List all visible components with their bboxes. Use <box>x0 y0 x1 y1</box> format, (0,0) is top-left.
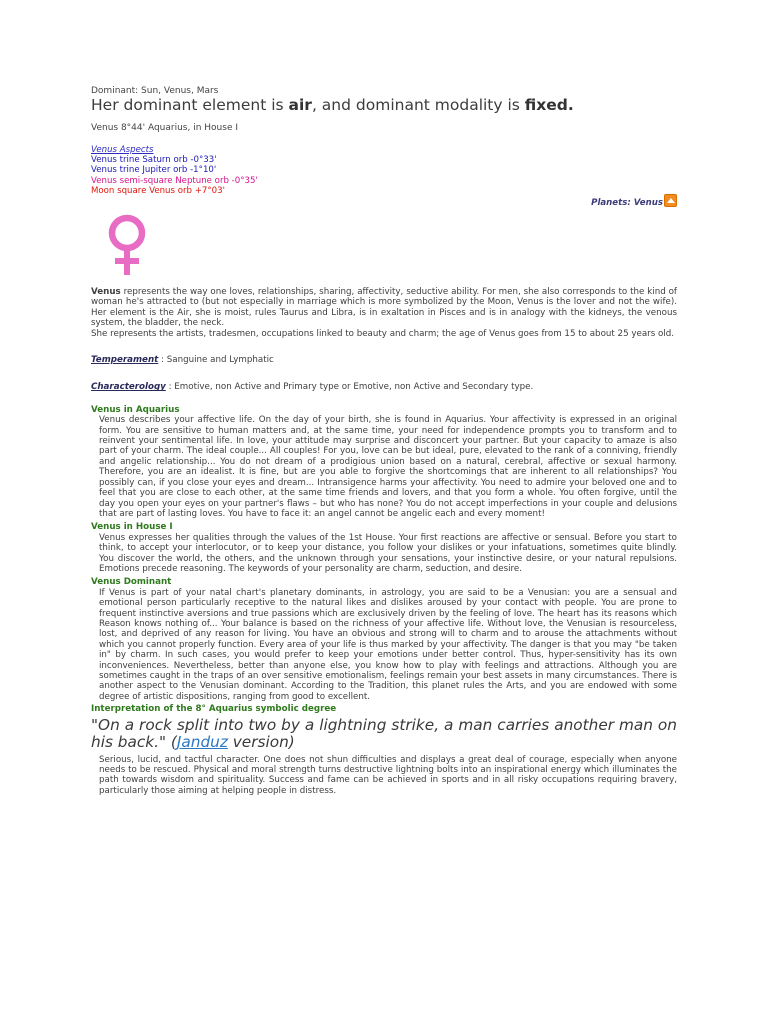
section-heading: Venus in House I <box>91 522 173 533</box>
dominant-modality: fixed. <box>524 96 574 114</box>
interpretation-sections <box>91 405 677 715</box>
section-body: If Venus is part of your natal chart's planetary dominants, in astrology, you are said to be a Venusian: you are a sensual and emotional person particularly receptive to the natural likes and dislikes aroused by your contact with people. You are prone to frequent instinctive aversions and true passions which are exclusively driven by the feeling of love. The heart has its reasons which Reason knows nothing of... Your balance is based on the richness of your affective life. Without love, the Venusian is resourceless, lost, and deprived of any reason for living. You have an obvious and strong will to charm and to arouse the attachments without which you cannot properly function. Every area of your life is thus marked by your affectivity. The danger is that you may "be taken in" by charm. In such cases, you would prefer to keep your emotions under better control. Thus, hyper-sensitivity has its own inconveniences. Nevertheless, better than anyone else, you know how to play with feelings and attractions. Although you are sometimes caught in the traps of an over sensitive emotionalism, feelings remain your best assets in many circumstances. There is another aspect to the Venusian dominant. According to the Tradition, this planet rules the Arts, and you are endowed with some degree of artistic dispositions, ranging from good to excellent. <box>99 587 677 702</box>
quote-text: "On a rock split into two by a lightning strike, a man carries another man on his back." ( <box>91 715 677 752</box>
symbolic-degree-heading: Interpretation of the 8° Aquarius symbolic degree <box>91 704 337 715</box>
venus-aspects <box>91 145 677 196</box>
section-body: Venus expresses her qualities through the values of the 1st House. Your first reactions are affective or sensual. Before you start to think, to accept your interlocutor, or to keep your distance, you follow your dislikes or your infatuations, sometimes quite blindly. You discover the world, the others, and the unknown through your sensations, your instinctive desire, or your natural repulsions. Emotions precede reasoning. The keywords of your personality are charm, seduction, and desire. <box>99 532 677 574</box>
janduz-link[interactable]: Janduz <box>176 733 228 752</box>
venus-circle <box>112 218 142 248</box>
characterology-value: : Emotive, non Active and Primary type or Emotive, non Active and Secondary type. <box>165 382 534 393</box>
symbolic-body-wrap <box>91 755 677 797</box>
aspects-title[interactable]: Venus Aspects <box>91 145 154 155</box>
characterology-line <box>91 382 677 392</box>
temperament-line <box>91 355 677 365</box>
intro-bold: Venus <box>91 287 121 298</box>
symbolic-body: Serious, lucid, and tactful character. One does not shun difficulties and displays a great deal of courage, especially when anyone needs to be rescued. Physical and moral strength turns destructive lightning bolts into an inspirational energy which illuminates the path towards wisdom and spirituality. Success and fame can be achieved in sports and in all risky occupations requiring bravery, particularly those aiming at helping people in distress. <box>99 754 677 796</box>
dominants-line: Dominant: Sun, Venus, Mars <box>91 86 219 96</box>
planets-label: Planets: Venus <box>591 198 663 209</box>
intro-paragraph <box>91 287 677 329</box>
aspect-item: Venus semi-square Neptune orb -0°35' <box>91 175 258 186</box>
dominant-element: air <box>288 96 312 114</box>
venus-intro <box>91 287 677 339</box>
venus-position: Venus 8°44' Aquarius, in House I <box>91 123 238 133</box>
headline <box>91 96 677 115</box>
quote-suffix: version) <box>227 733 295 752</box>
aspect-item: Moon square Venus orb +7°03' <box>91 185 225 196</box>
section-body: Venus describes your affective life. On the day of your birth, she is found in Aquarius. Your affectivity is expressed in an original form. You are sensitive to human matters and, at the same time, your need for independence prompts you to transform and to reinvent your sentimental life. In love, your attitude may surprise and disconcert your partner. But your capacity to amaze is also part of your charm. The ideal couple... All couples! For you, love can be but ideal, pure, elevated to the rank of a conniving, friendly and angelic relationship... You do not dream of a prodigious union based on a natural, cerebral, affective or sexual harmony. Therefore, you are an idealist. It is fine, but are you able to forgive the shortcomings that are inherent to all relationships? You possibly can, if you close your eyes and dream... Intransigence harms your affectivity. You need to admire your beloved one and to feel that you are close to each other, at the same time friends and lovers, and that you form a whole. You often forgive, until the day you open your eyes on your partner's flaws – but who has none? You do not accept imperfections in your couple and delusions that are part of lasting loves. You have to face it: an angel cannot be angelic each and every moment! <box>99 415 677 519</box>
characterology-link[interactable]: Characterology <box>91 382 166 393</box>
aspect-item: Venus trine Jupiter orb -1°10' <box>91 165 217 176</box>
section-heading: Venus in Aquarius <box>91 404 180 415</box>
intro-paragraph-2: She represents the artists, tradesmen, occupations linked to beauty and charm; the age of Venus goes from 15 to about 25 years old. <box>91 328 675 339</box>
planets-nav <box>91 198 677 212</box>
headline-part2: , and dominant modality is <box>311 96 525 114</box>
scroll-up-icon[interactable] <box>664 194 677 207</box>
report-content <box>91 86 677 796</box>
symbolic-quote <box>91 717 677 752</box>
temperament-link[interactable]: Temperament <box>91 355 159 366</box>
temperament-value: : Sanguine and Lymphatic <box>158 355 274 366</box>
venus-symbol-icon <box>101 213 153 277</box>
intro-text: represents the way one loves, relationships, sharing, affectivity, seductive ability. For men, she also corresponds to the kind of woman he's attracted to (but not especially in marriage which is more symbolized by the Moon, Venus is the lover and not the wife). Her element is the Air, she is moist, rules Taurus and Libra, is in exaltation in Pisces and is in analogy with the kidneys, the venous system, the bladder, the neck. <box>91 287 677 329</box>
aspect-item: Venus trine Saturn orb -0°33' <box>91 155 217 166</box>
headline-part1: Her dominant element is <box>91 96 289 114</box>
section-heading: Venus Dominant <box>91 577 172 588</box>
